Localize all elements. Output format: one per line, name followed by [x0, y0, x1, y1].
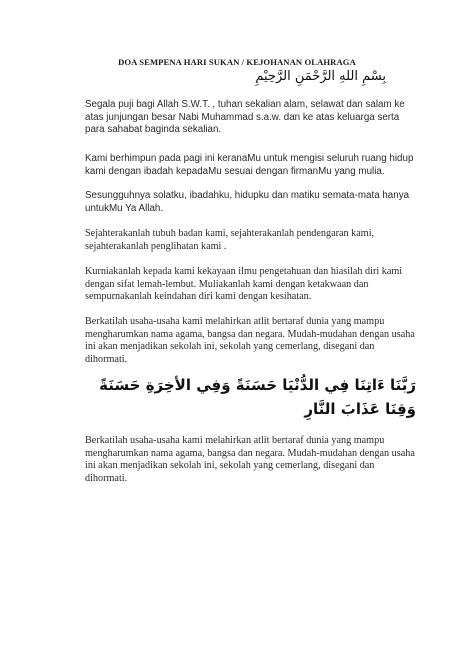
paragraph-devotion: Sesungguhnya solatku, ibadahku, hidupku dan matiku semata-mata hanya untukMu Ya Allah.	[85, 190, 410, 214]
arabic-prayer-text: رَبَّنَا ءَاتِنَا فِي الدُّنْيَا حَسَنَةً وَفِي الأخِرَةِ حَسَنَةً وَقِنَا عَذَابَ النَّارِ	[99, 376, 416, 418]
paragraph-praise: Segala puji bagi Allah S.W.T. , tuhan sekalian alam, selawat dan salam ke atas junjungan besar Nabi Muhammad s.a.w. dan ke atas keluarga serta para sahabat baginda sekalian.	[85, 99, 405, 136]
paragraph-blessing: Berkatilah usaha-usaha kami melahirkan atlit bertaraf dunia yang mampu mengharumkan nama agama, bangsa dan negara. Mudah-mudahan dengan usaha ini akan menjadikan sekolah ini, sekolah yang cemerlang, disegani dan dihormati.	[85, 316, 415, 365]
paragraph-blessing-repeat: Berkatilah usaha-usaha kami melahirkan atlit bertaraf dunia yang mampu mengharumkan nama agama, bangsa dan negara. Mudah-mudahan dengan usaha ini akan menjadikan sekolah ini, sekolah yang cemerlang, disegani dan dihormati.	[85, 435, 415, 484]
paragraph-gathering: Kami berhimpun pada pagi ini keranaMu untuk mengisi seluruh ruang hidup kami dengan ibadah kepadaMu sesuai dengan firmanMu yang mulia.	[85, 153, 414, 177]
paragraph-knowledge: Kurniakanlah kepada kami kekayaan ilmu pengetahuan dan hiasilah diri kami dengan sifat lemah-lembut. Muliakanlah kami dengan ketakwaan dan sempurnakanlah keindahan diri kami dengan kesihatan.	[85, 266, 403, 303]
basmalah-text: بِسْمِ اللهِ الرَّحْمَنِ الرَّحِيْمِ	[255, 69, 386, 84]
paragraph-wellbeing: Sejahterakanlah tubuh badan kami, sejahterakanlah pendengaran kami, sejahterakanlah penglihatan kami .	[85, 228, 375, 252]
document-title: DOA SEMPENA HARI SUKAN / KEJOHANAN OLAHRAGA	[118, 57, 356, 67]
